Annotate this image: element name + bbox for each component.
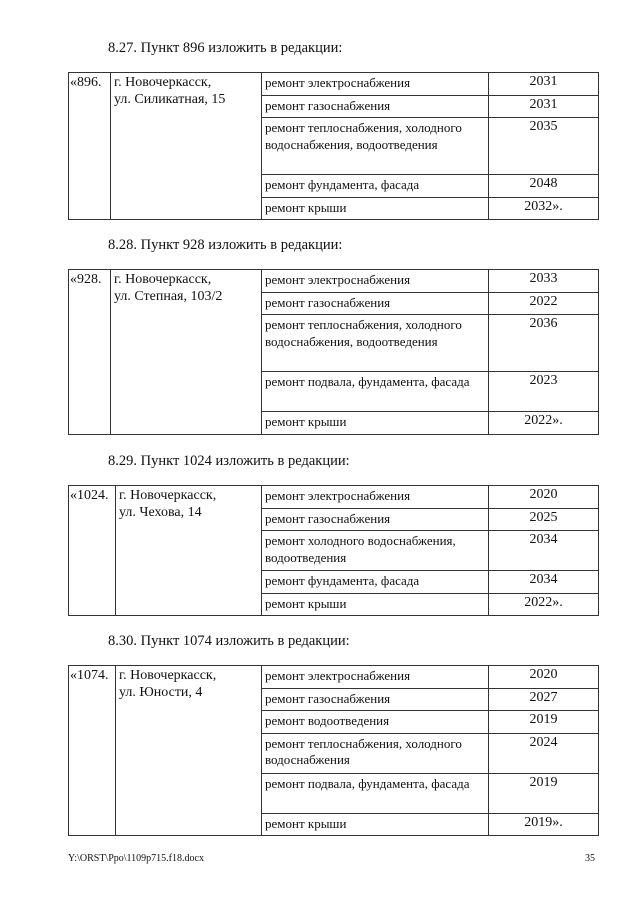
address-city: г. Новочеркасск, — [114, 272, 212, 287]
work-year: 2033 — [489, 270, 599, 293]
address-city: г. Новочеркасск, — [119, 488, 217, 503]
work-year: 2022». — [489, 412, 599, 435]
work-year: 2027 — [489, 688, 599, 711]
section-heading: 8.27. Пункт 896 изложить в редакции: — [108, 40, 343, 56]
work-year: 2034 — [489, 571, 599, 594]
item-number: «1024. — [69, 486, 116, 616]
work-year: 2036 — [489, 315, 599, 372]
work-year: 2020 — [489, 486, 599, 509]
item-number: «896. — [69, 73, 111, 220]
work-type: ремонт газоснабжения — [262, 95, 489, 118]
work-type: ремонт подвала, фундамента, фасада — [262, 372, 489, 412]
work-type: ремонт крыши — [262, 593, 489, 616]
work-year: 2024 — [489, 733, 599, 773]
section-heading: 8.28. Пункт 928 изложить в редакции: — [108, 237, 343, 253]
work-year: 2020 — [489, 666, 599, 689]
work-type: ремонт теплоснабжения, холодного водоснабжения — [262, 733, 489, 773]
work-year: 2035 — [489, 118, 599, 175]
work-year: 2022». — [489, 593, 599, 616]
work-type: ремонт крыши — [262, 197, 489, 220]
work-year: 2032». — [489, 197, 599, 220]
work-type: ремонт теплоснабжения, холодного водоснабжения, водоотведения — [262, 118, 489, 175]
work-type: ремонт холодного водоснабжения, водоотведения — [262, 531, 489, 571]
work-type: ремонт фундамента, фасада — [262, 175, 489, 198]
work-type: ремонт газоснабжения — [262, 292, 489, 315]
work-type: ремонт электроснабжения — [262, 666, 489, 689]
work-type: ремонт крыши — [262, 412, 489, 435]
address-city: г. Новочеркасск, — [119, 668, 217, 683]
section-heading: 8.30. Пункт 1074 изложить в редакции: — [108, 633, 350, 649]
work-year: 2048 — [489, 175, 599, 198]
work-year: 2031 — [489, 73, 599, 96]
address-table — [68, 269, 599, 435]
work-year: 2022 — [489, 292, 599, 315]
address-cell — [116, 486, 262, 616]
work-type: ремонт газоснабжения — [262, 508, 489, 531]
item-number: «1074. — [69, 666, 116, 836]
work-type: ремонт теплоснабжения, холодного водоснабжения, водоотведения — [262, 315, 489, 372]
address-table — [68, 485, 599, 616]
work-year: 2025 — [489, 508, 599, 531]
work-year: 2034 — [489, 531, 599, 571]
work-type: ремонт электроснабжения — [262, 270, 489, 293]
work-type: ремонт подвала, фундамента, фасада — [262, 773, 489, 813]
item-number: «928. — [69, 270, 111, 435]
work-year: 2023 — [489, 372, 599, 412]
work-year: 2031 — [489, 95, 599, 118]
address-street: ул. Чехова, 14 — [119, 504, 202, 520]
page-number: 35 — [585, 853, 595, 864]
address-table — [68, 72, 599, 220]
work-year: 2019 — [489, 711, 599, 734]
work-type: ремонт водоотведения — [262, 711, 489, 734]
address-street: ул. Силикатная, 15 — [114, 91, 226, 107]
work-type: ремонт газоснабжения — [262, 688, 489, 711]
address-street: ул. Юности, 4 — [119, 684, 203, 700]
address-cell — [116, 666, 262, 836]
address-cell — [111, 270, 262, 435]
work-type: ремонт фундамента, фасада — [262, 571, 489, 594]
section-heading: 8.29. Пункт 1024 изложить в редакции: — [108, 453, 350, 469]
work-year: 2019 — [489, 773, 599, 813]
work-type: ремонт электроснабжения — [262, 73, 489, 96]
address-cell — [111, 73, 262, 220]
work-type: ремонт крыши — [262, 813, 489, 836]
work-type: ремонт электроснабжения — [262, 486, 489, 509]
footer-file-path: Y:\ORST\Ppo\1109p715.f18.docx — [68, 853, 204, 864]
address-city: г. Новочеркасск, — [114, 75, 212, 90]
work-year: 2019». — [489, 813, 599, 836]
address-street: ул. Степная, 103/2 — [114, 288, 223, 304]
address-table — [68, 665, 599, 836]
